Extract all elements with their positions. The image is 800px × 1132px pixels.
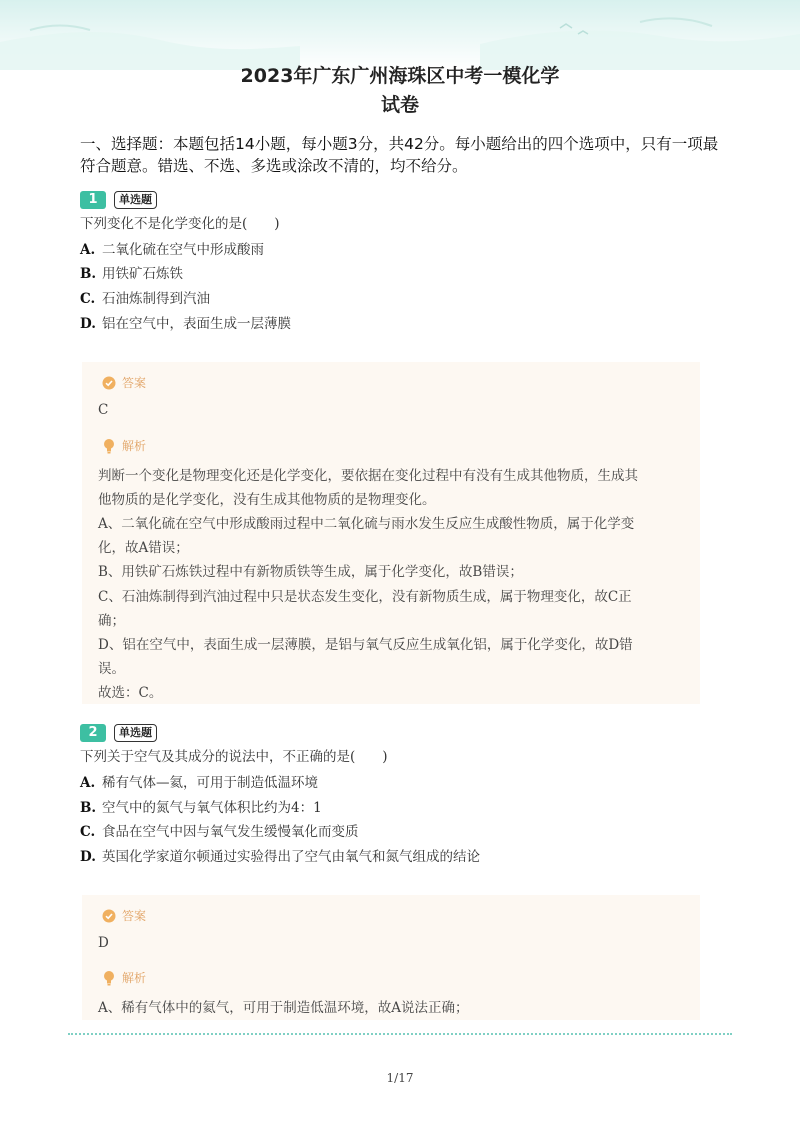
option-c [80, 820, 359, 840]
option-text: 空气中的氮气与氧气体积比约为4：1 [102, 800, 322, 816]
question-number-badge: 1 [80, 191, 106, 209]
option-text: 稀有气体—氦，可用于制造低温环境 [102, 775, 318, 791]
question-type-tag: 单选题 [114, 724, 157, 742]
option-a [80, 238, 264, 258]
answer-panel [82, 895, 700, 1020]
option-b [80, 262, 183, 282]
explanation-label: 解析 [102, 969, 146, 986]
explanation-line: 判断一个变化是物理变化还是化学变化，要依据在变化过程中有没有生成其他物质，生成其 [98, 468, 638, 484]
check-badge-icon [102, 376, 116, 390]
option-letter: B. [80, 266, 97, 282]
option-c [80, 287, 210, 307]
option-text: 二氧化硫在空气中形成酸雨 [102, 242, 264, 258]
option-letter: D. [80, 316, 96, 332]
answer-value: C [98, 402, 109, 418]
question-type-tag: 单选题 [114, 191, 157, 209]
answer-panel [82, 362, 700, 704]
option-text: 英国化学家道尔顿通过实验得出了空气由氧气和氮气组成的结论 [102, 849, 480, 865]
answer-value: D [98, 935, 109, 951]
explanation-line: A、稀有气体中的氦气，可用于制造低温环境，故A说法正确； [98, 1000, 469, 1016]
option-text: 用铁矿石炼铁 [102, 266, 183, 282]
option-a [80, 771, 318, 791]
option-letter: D. [80, 849, 96, 865]
explanation-line: 确； [98, 613, 125, 629]
section-heading: 一、选择题：本题包括14小题，每小题3分，共42分。每小题给出的四个选项中，只有一项最符合题意。错选、不选、多选或涂改不清的，均不给分。 [80, 135, 719, 175]
document-title-line2: 试卷 [380, 94, 419, 116]
option-letter: C. [80, 291, 96, 307]
explanation-line: 故选：C。 [98, 685, 163, 701]
explanation-line: B、用铁矿石炼铁过程中有新物质铁等生成，属于化学变化，故B错误； [98, 564, 523, 580]
option-text: 铝在空气中，表面生成一层薄膜 [102, 316, 291, 332]
explanation-line: 他物质的是化学变化，没有生成其他物质的是物理变化。 [98, 492, 436, 508]
option-text: 石油炼制得到汽油 [102, 291, 210, 307]
explanation-line: 化，故A错误； [98, 540, 189, 556]
answer-label: 答案 [102, 374, 146, 391]
check-badge-icon [102, 909, 116, 923]
option-text: 食品在空气中因与氧气发生缓慢氧化而变质 [102, 824, 359, 840]
question-stem: 下列变化不是化学变化的是( ) [80, 216, 280, 232]
lightbulb-icon [102, 438, 116, 454]
option-letter: A. [80, 775, 96, 791]
question-stem: 下列关于空气及其成分的说法中，不正确的是( ) [80, 749, 388, 765]
option-letter: B. [80, 800, 97, 816]
option-d [80, 312, 291, 332]
explanation-label: 解析 [102, 437, 146, 454]
explanation-line: 误。 [98, 661, 125, 677]
question-header [80, 190, 157, 210]
explanation-line: A、二氧化硫在空气中形成酸雨过程中二氧化硫与雨水发生反应生成酸性物质，属于化学变 [98, 516, 635, 532]
option-b [80, 796, 322, 816]
answer-label: 答案 [102, 907, 146, 924]
lightbulb-icon [102, 970, 116, 986]
document-title: 2023年广东广州海珠区中考一模化学 [240, 65, 560, 87]
page-divider [68, 1033, 732, 1035]
question-header [80, 723, 157, 743]
option-d [80, 845, 480, 865]
header-banner [0, 0, 800, 70]
option-letter: A. [80, 242, 96, 258]
option-letter: C. [80, 824, 96, 840]
question-number-badge: 2 [80, 724, 106, 742]
explanation-line: D、铝在空气中，表面生成一层薄膜，是铝与氧气反应生成氧化铝，属于化学变化，故D错 [98, 637, 633, 653]
page-number: 1/17 [386, 1071, 414, 1085]
explanation-line: C、石油炼制得到汽油过程中只是状态发生变化，没有新物质生成，属于物理变化，故C正 [98, 589, 632, 605]
